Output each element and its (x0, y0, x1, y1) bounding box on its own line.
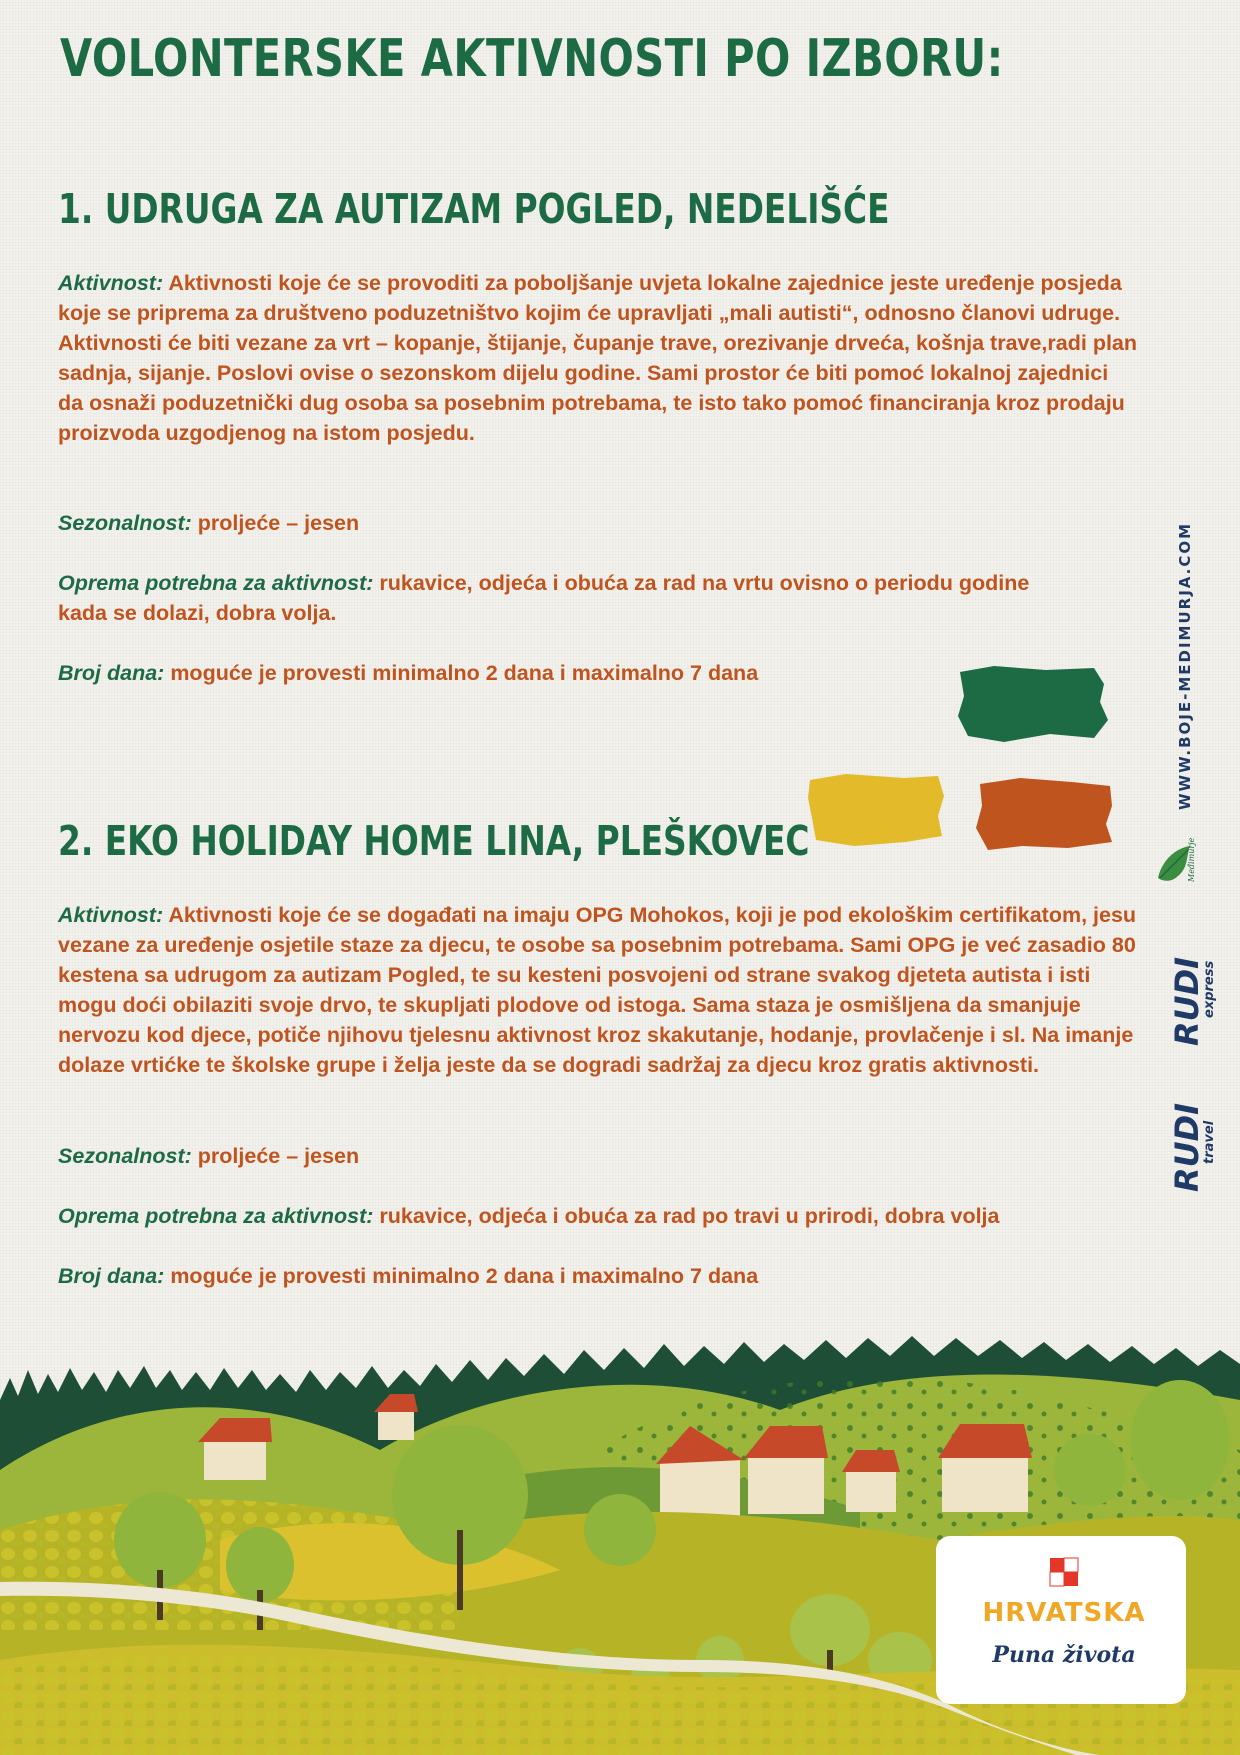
hrvatska-flag-icon (1048, 1556, 1080, 1590)
oprema-label: Oprema potrebna za aktivnost: (58, 1204, 374, 1228)
hrvatska-slogan: Puna života (992, 1642, 1136, 1668)
section-2-broj-dana (58, 1261, 1158, 1291)
section-2-oprema (58, 1201, 1158, 1231)
broj-dana-text: moguće je provesti minimalno 2 dana i maximalno 7 dana (170, 1264, 759, 1288)
website-url[interactable] (1172, 521, 1198, 820)
sezonalnost-label: Sezonalnost: (58, 1144, 192, 1168)
section-1-title: 1. UDRUGA ZA AUTIZAM POGLED, NEDELIŠĆE (58, 185, 890, 233)
house-5 (842, 1450, 900, 1512)
sezonalnost-label: Sezonalnost: (58, 511, 192, 535)
yellow-brush-stroke (806, 768, 946, 850)
aktivnost-label: Aktivnost: (58, 271, 164, 295)
oprema-text: rukavice, odjeća i obuća za rad na vrtu ovisno o periodu godine kada se dolazi, dobra volja. (58, 571, 1030, 625)
oprema-label: Oprema potrebna za aktivnost: (58, 571, 374, 595)
hrvatska-logo (936, 1536, 1186, 1704)
section-1-aktivnost (58, 268, 1138, 448)
section-2-sezonalnost (58, 1141, 1158, 1171)
section-1-sezonalnost (58, 508, 1158, 538)
rudi-travel-logo-big: RUDI (1168, 1102, 1206, 1192)
broj-dana-label: Broj dana: (58, 661, 165, 685)
sezonalnost-text: proljeće – jesen (197, 1144, 360, 1168)
section-1-oprema (58, 568, 1058, 628)
orange-brush-stroke (972, 772, 1116, 854)
medimurje-logo-text: Međimurje (1187, 838, 1196, 882)
medimurje-leaf-logo (1152, 838, 1208, 894)
page-title: VOLONTERSKE AKTIVNOSTI PO IZBORU: (60, 29, 1004, 89)
rudi-travel-logo-small: travel (1202, 1120, 1217, 1164)
aktivnost-label: Aktivnost: (58, 903, 164, 927)
sezonalnost-text: proljeće – jesen (197, 511, 360, 535)
section-2-aktivnost (58, 900, 1143, 1080)
broj-dana-text: moguće je provesti minimalno 2 dana i maximalno 7 dana (170, 661, 759, 685)
house-6 (938, 1424, 1032, 1512)
rudi-travel-logo (1166, 1064, 1226, 1204)
broj-dana-label: Broj dana: (58, 1264, 165, 1288)
oprema-text: rukavice, odjeća i obuća za rad po travi u prirodi, dobra volja (379, 1204, 1000, 1228)
aktivnost-text: Aktivnosti koje će se događati na imaju OPG Mohokos, koji je pod ekološkim certifikatom, jesu vezane za uređenje osjetile staze za djecu, te osobe sa posebnim potrebama. Sami OPG je već zasadio 80 kestena sa udrugom za autizam Pogled, te su kesteni posvojeni od strane svakog djeteta autista i isti mogu doći obilaziti svoje drvo, te skupljati plodove od istoga. Sama staza je osmišljena da smanjuje nervozu kod djece, potiče njihovu tjelesnu aktivnost kroz skakutanje, hodanje, provlačenje i sl. Na imanje dolaze vrtićke te školske grupe i želja jeste da se dogradi sadržaj za djecu kroz gratis aktivnosti. (58, 903, 1137, 1077)
green-brush-stroke (954, 662, 1110, 746)
rudi-express-logo-small: express (1202, 960, 1217, 1018)
website-url-text: WWW.BOJE-MEDIMURJA.COM (1176, 521, 1194, 810)
aktivnost-text: Aktivnosti koje će se provoditi za poboljšanje uvjeta lokalne zajednice jeste uređenje posjeda koje se priprema za društveno poduzetništvo kojim će upravljati „mali autisti“, odnosno članovi udruge. Aktivnosti će biti vezane za vrt – kopanje, štijanje, čupanje trave, orezivanje drveća, košnja trave,radi plan sadnja, sijanje. Poslovi ovise o sezonskom dijelu godine. Sami prostor će biti pomoć lokalnoj zajednici da osnaži poduzetnički dug osoba sa posebnim potrebama, te isto tako pomoć financiranja kroz prodaju proizvoda uzgodjenog na istom posjedu. (58, 271, 1138, 445)
rudi-express-logo (1166, 918, 1226, 1058)
rudi-express-logo-big: RUDI (1168, 956, 1206, 1046)
hrvatska-wordmark: HRVATSKA (982, 1598, 1146, 1628)
section-2-title: 2. EKO HOLIDAY HOME LINA, PLEŠKOVEC (58, 817, 810, 865)
